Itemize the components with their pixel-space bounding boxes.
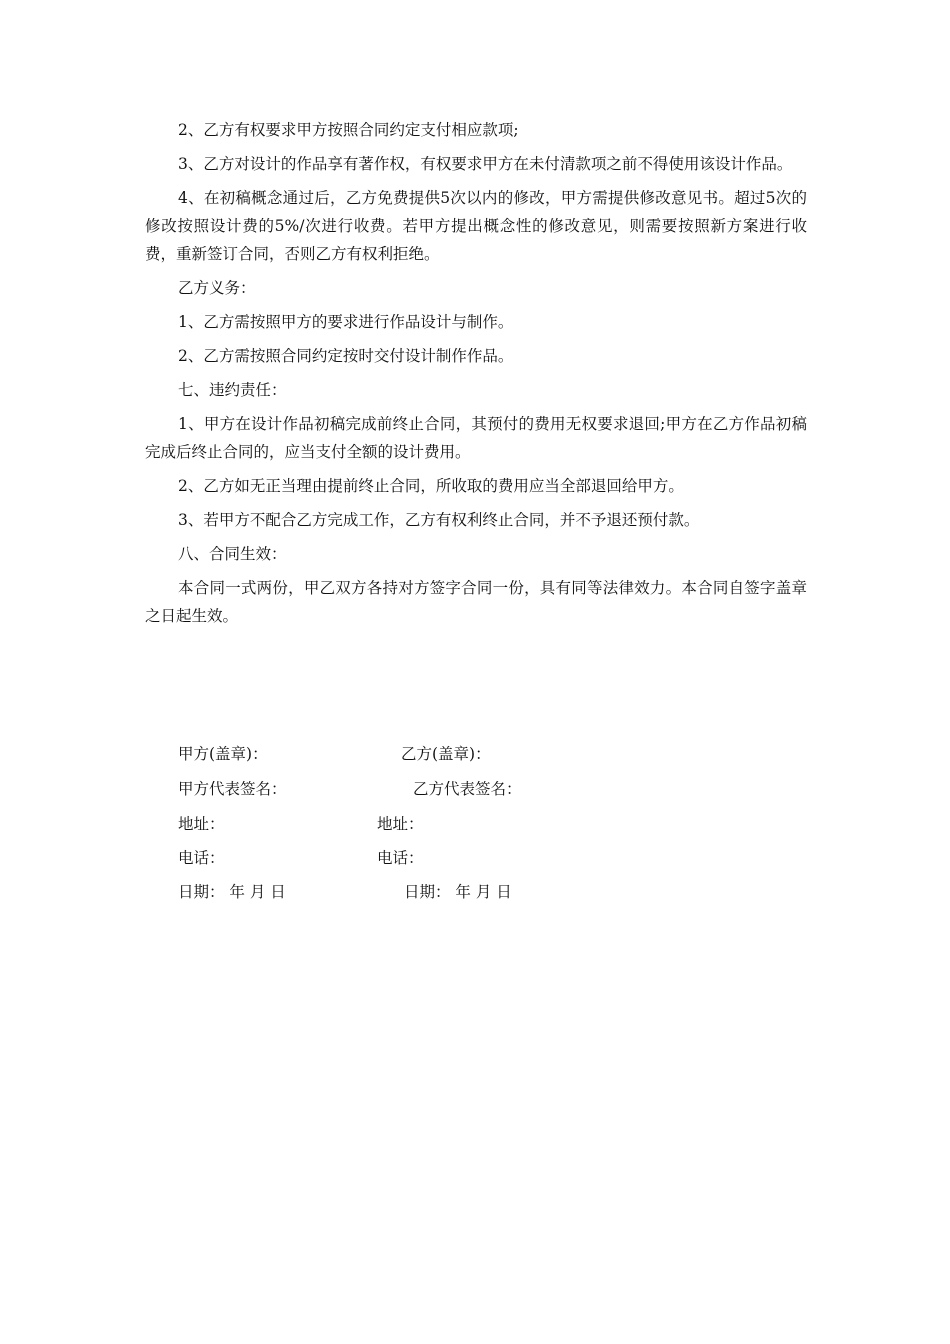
- contract-body: [145, 116, 807, 636]
- clause-party-b-right-4: 4、在初稿概念通过后，乙方免费提供5次以内的修改，甲方需提供修改意见书。超过5次的修改按照设计费的5%/次进行收费。若甲方提出概念性的修改意见，则需要按照新方案进行收费，重新签订合同，否则乙方有权利拒绝。: [145, 189, 807, 263]
- heading-contract-effect: 八、合同生效：: [178, 545, 287, 563]
- party-b-phone-label: 电话：: [377, 849, 424, 867]
- party-a-address-label: 地址：: [178, 815, 225, 833]
- clause-breach-2: 2、乙方如无正当理由提前终止合同，所收取的费用应当全部退回给甲方。: [178, 477, 684, 495]
- clause-party-b-right-2: 2、乙方有权要求甲方按照合同约定支付相应款项;: [178, 121, 519, 139]
- party-b-seal-label: 乙方(盖章)：: [401, 745, 491, 763]
- clause-party-b-right-3: 3、乙方对设计的作品享有著作权，有权要求甲方在未付清款项之前不得使用该设计作品。: [178, 155, 793, 173]
- party-a-date-label: 日期： 年 月 日: [178, 883, 286, 901]
- party-a-seal-label: 甲方(盖章)：: [178, 745, 268, 763]
- heading-breach-liability: 七、违约责任：: [178, 381, 287, 399]
- party-b-date-label: 日期： 年 月 日: [404, 883, 512, 901]
- clause-breach-3: 3、若甲方不配合乙方完成工作，乙方有权利终止合同，并不予退还预付款。: [178, 511, 700, 529]
- clause-party-b-obligation-2: 2、乙方需按照合同约定按时交付设计制作作品。: [178, 347, 514, 365]
- party-b-representative-label: 乙方代表签名：: [413, 780, 522, 798]
- party-a-representative-label: 甲方代表签名：: [178, 780, 287, 798]
- party-b-address-label: 地址：: [377, 815, 424, 833]
- heading-party-b-obligations: 乙方义务：: [178, 279, 256, 297]
- clause-party-b-obligation-1: 1、乙方需按照甲方的要求进行作品设计与制作。: [178, 313, 514, 331]
- clause-contract-effect: 本合同一式两份，甲乙双方各持对方签字合同一份，具有同等法律效力。本合同自签字盖章之日起生效。: [145, 579, 807, 625]
- clause-breach-1: 1、甲方在设计作品初稿完成前终止合同，其预付的费用无权要求退回;甲方在乙方作品初稿完成后终止合同的，应当支付全额的设计费用。: [145, 415, 807, 461]
- party-a-phone-label: 电话：: [178, 849, 225, 867]
